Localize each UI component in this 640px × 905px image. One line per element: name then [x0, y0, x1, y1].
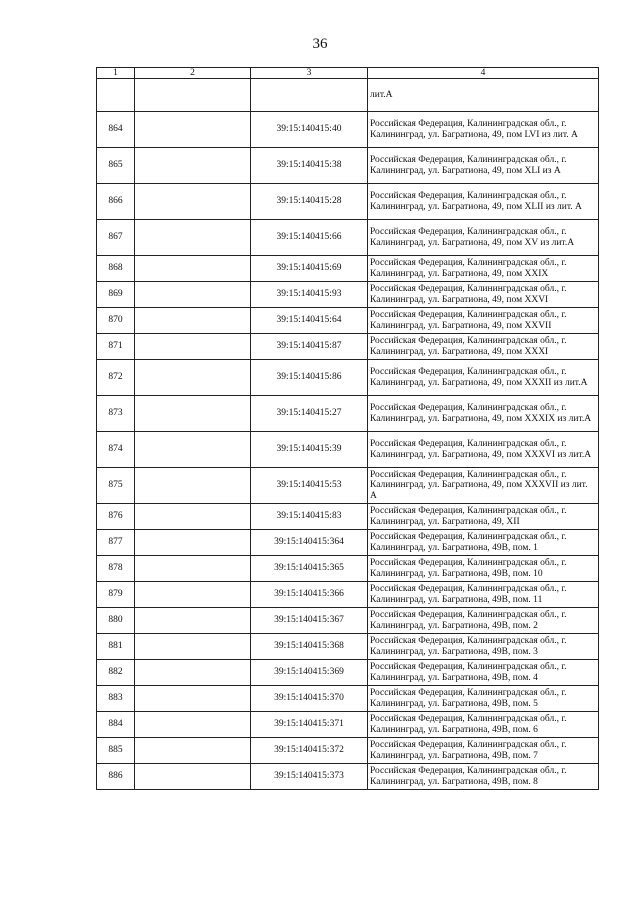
row-cadastral-number: 39:15:140415:27 [251, 396, 368, 432]
table-row [97, 764, 599, 790]
row-owner [135, 712, 251, 738]
row-number: 878 [97, 556, 135, 582]
row-address: Российская Федерация, Калининградская обл., г. Калининград, ул. Багратиона, 49В, пом. 7 [368, 738, 599, 764]
row-number: 877 [97, 530, 135, 556]
row-address: Российская Федерация, Калининградская обл., г. Калининград, ул. Багратиона, 49В, пом. 5 [368, 686, 599, 712]
row-cadastral-number: 39:15:140415:370 [251, 686, 368, 712]
row-address: Российская Федерация, Калининградская обл., г. Калининград, ул. Багратиона, 49В, пом. 2 [368, 608, 599, 634]
table-row [97, 634, 599, 660]
row-cadastral-number: 39:15:140415:83 [251, 504, 368, 530]
row-address: Российская Федерация, Калининградская обл., г. Калининград, ул. Багратиона, 49В, пом. 3 [368, 634, 599, 660]
page-number: 36 [312, 36, 328, 52]
header-cell-3: 3 [251, 68, 368, 79]
row-owner [135, 360, 251, 396]
row-address: Российская Федерация, Калининградская обл., г. Калининград, ул. Багратиона, 49, пом XXXIX из лит.А [368, 396, 599, 432]
row-owner [135, 468, 251, 504]
row-owner [135, 530, 251, 556]
row-address: Российская Федерация, Калининградская обл., г. Калининград, ул. Багратиона, 49, пом XXXI [368, 334, 599, 360]
row-number: 869 [97, 282, 135, 308]
row-number: 879 [97, 582, 135, 608]
table-row [97, 686, 599, 712]
row-owner [135, 148, 251, 184]
row-address: Российская Федерация, Калининградская обл., г. Калининград, ул. Багратиона, 49, пом XXVI [368, 282, 599, 308]
row-owner [135, 256, 251, 282]
row-owner [135, 184, 251, 220]
table-row [97, 360, 599, 396]
row-owner [135, 582, 251, 608]
table-row [97, 282, 599, 308]
row-number: 865 [97, 148, 135, 184]
row-owner [135, 738, 251, 764]
table-row [97, 530, 599, 556]
table-row [97, 256, 599, 282]
row-address: Российская Федерация, Калининградская обл., г. Калининград, ул. Багратиона, 49, пом XLII из лит. А [368, 184, 599, 220]
table-row [97, 468, 599, 504]
row-owner [135, 556, 251, 582]
row-number: 884 [97, 712, 135, 738]
row-cadastral-number: 39:15:140415:69 [251, 256, 368, 282]
row-cadastral-number: 39:15:140415:365 [251, 556, 368, 582]
row-cadastral-number: 39:15:140415:87 [251, 334, 368, 360]
row-address: Российская Федерация, Калининградская обл., г. Калининград, ул. Багратиона, 49, пом XXXII из лит.А [368, 360, 599, 396]
row-number: 880 [97, 608, 135, 634]
row-address: Российская Федерация, Калининградская обл., г. Калининград, ул. Багратиона, 49В, пом. 11 [368, 582, 599, 608]
row-cadastral-number: 39:15:140415:38 [251, 148, 368, 184]
row-cadastral-number: 39:15:140415:93 [251, 282, 368, 308]
row-cadastral-number: 39:15:140415:368 [251, 634, 368, 660]
table-row [97, 148, 599, 184]
row-address: Российская Федерация, Калининградская обл., г. Калининград, ул. Багратиона, 49, пом XXIX [368, 256, 599, 282]
row-number: 868 [97, 256, 135, 282]
table-row [97, 712, 599, 738]
row-cadastral-number: 39:15:140415:369 [251, 660, 368, 686]
row-cadastral-number: 39:15:140415:372 [251, 738, 368, 764]
table-row [97, 504, 599, 530]
row-cadastral-number [251, 79, 368, 112]
row-number: 883 [97, 686, 135, 712]
row-number: 874 [97, 432, 135, 468]
row-owner [135, 396, 251, 432]
row-owner [135, 432, 251, 468]
row-address: Российская Федерация, Калининградская обл., г. Калининград, ул. Багратиона, 49В, пом. 10 [368, 556, 599, 582]
row-owner [135, 308, 251, 334]
row-address: Российская Федерация, Калининградская обл., г. Калининград, ул. Багратиона, 49, пом XXXVII из лит. А [368, 468, 599, 504]
row-number: 872 [97, 360, 135, 396]
row-cadastral-number: 39:15:140415:39 [251, 432, 368, 468]
row-number: 875 [97, 468, 135, 504]
header-cell-2: 2 [135, 68, 251, 79]
row-number: 866 [97, 184, 135, 220]
row-cadastral-number: 39:15:140415:40 [251, 112, 368, 148]
row-number: 870 [97, 308, 135, 334]
row-address: Российская Федерация, Калининградская обл., г. Калининград, ул. Багратиона, 49, пом XLI из А [368, 148, 599, 184]
header-cell-1: 1 [97, 68, 135, 79]
row-address: Российская Федерация, Калининградская обл., г. Калининград, ул. Багратиона, 49, XII [368, 504, 599, 530]
row-number: 885 [97, 738, 135, 764]
row-cadastral-number: 39:15:140415:53 [251, 468, 368, 504]
table-row [97, 432, 599, 468]
table-row [97, 396, 599, 432]
row-cadastral-number: 39:15:140415:367 [251, 608, 368, 634]
row-owner [135, 79, 251, 112]
table-row [97, 660, 599, 686]
row-cadastral-number: 39:15:140415:66 [251, 220, 368, 256]
table-row [97, 184, 599, 220]
table-row [97, 608, 599, 634]
row-owner [135, 334, 251, 360]
table-row [97, 334, 599, 360]
row-number: 886 [97, 764, 135, 790]
row-owner [135, 112, 251, 148]
row-cadastral-number: 39:15:140415:371 [251, 712, 368, 738]
row-address: Российская Федерация, Калининградская обл., г. Калининград, ул. Багратиона, 49В, пом. 8 [368, 764, 599, 790]
row-owner [135, 686, 251, 712]
row-number: 871 [97, 334, 135, 360]
row-owner [135, 504, 251, 530]
row-owner [135, 282, 251, 308]
row-cadastral-number: 39:15:140415:366 [251, 582, 368, 608]
property-table [96, 67, 599, 790]
row-number: 881 [97, 634, 135, 660]
continuation-row [97, 79, 599, 112]
table-row [97, 308, 599, 334]
row-number: 882 [97, 660, 135, 686]
row-owner [135, 608, 251, 634]
row-cadastral-number: 39:15:140415:28 [251, 184, 368, 220]
table-row [97, 738, 599, 764]
row-cadastral-number: 39:15:140415:373 [251, 764, 368, 790]
row-cadastral-number: 39:15:140415:64 [251, 308, 368, 334]
row-address: Российская Федерация, Калининградская обл., г. Калининград, ул. Багратиона, 49В, пом. 6 [368, 712, 599, 738]
row-address: Российская Федерация, Калининградская обл., г. Калининград, ул. Багратиона, 49В, пом. 4 [368, 660, 599, 686]
row-number: 873 [97, 396, 135, 432]
row-number: 876 [97, 504, 135, 530]
row-address: лит.А [368, 79, 599, 112]
row-address: Российская Федерация, Калининградская обл., г. Калининград, ул. Багратиона, 49, пом LVI из лит. А [368, 112, 599, 148]
row-number: 864 [97, 112, 135, 148]
table-row [97, 220, 599, 256]
row-owner [135, 660, 251, 686]
row-number [97, 79, 135, 112]
table-header-row [97, 68, 599, 79]
table-row [97, 582, 599, 608]
row-address: Российская Федерация, Калининградская обл., г. Калининград, ул. Багратиона, 49, пом XXXVI из лит.А [368, 432, 599, 468]
row-number: 867 [97, 220, 135, 256]
header-cell-4: 4 [368, 68, 599, 79]
row-address: Российская Федерация, Калининградская обл., г. Калининград, ул. Багратиона, 49В, пом. 1 [368, 530, 599, 556]
row-cadastral-number: 39:15:140415:364 [251, 530, 368, 556]
row-owner [135, 634, 251, 660]
row-address: Российская Федерация, Калининградская обл., г. Калининград, ул. Багратиона, 49, пом XXVII [368, 308, 599, 334]
table-row [97, 556, 599, 582]
row-owner [135, 764, 251, 790]
table-row [97, 112, 599, 148]
row-cadastral-number: 39:15:140415:86 [251, 360, 368, 396]
row-address: Российская Федерация, Калининградская обл., г. Калининград, ул. Багратиона, 49, пом XV из лит.А [368, 220, 599, 256]
row-owner [135, 220, 251, 256]
